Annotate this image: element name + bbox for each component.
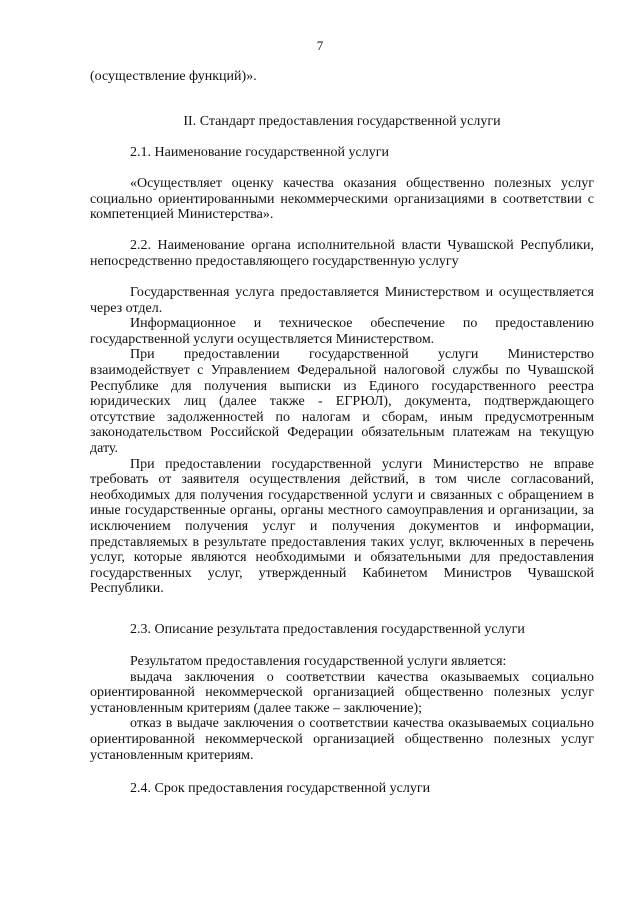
subsection-2-4-block [90,781,594,797]
paragraph-result-issue: выдача заключения о соответствии качества оказываемых социально ориентированной некоммерческой организацией общественно полезных услуг установленным критериям (далее также – заключение); [90,669,594,716]
paragraph-result-intro: Результатом предоставления государственной услуги является: [130,654,507,669]
subsection-2-1-block [90,145,594,161]
page-number: 7 [316,38,324,53]
paragraph-restrictions: При предоставлении государственной услуги Министерство не вправе требовать от заявителя осуществления действий, в том числе согласований, необходимых для получения государственной услуги и связанных с обращением в иные государственные органы, органы местного самоуправления и организации, за исключением получения услуг и получения документов и информации, представляемых в результате предоставления таких услуг, включенных в перечень услуг, которые являются необходимыми и обязательными для предоставления государственных услуг, утвержденный Кабинетом Министров Чувашской Республики. [90,456,594,597]
subsection-2-3-body [90,654,594,763]
paragraph-provider: Государственная услуга предоставляется Министерством и осуществляется через отдел. [90,285,594,316]
paragraph-continuation: (осуществление функций)». [90,69,257,84]
paragraph-interaction: При предоставлении государственной услуги Министерство взаимодействует с Управлением Федеральной налоговой службы по Чувашской Республике для получения выписки из Единого государственного реестра юридических лиц (далее также - ЕГРЮЛ), документа, подтверждающего отсутствие задолженностей по налогам и сборам, иным предусмотренным законодательством Российской Федерации обязательным платежам на текущую дату. [90,347,594,456]
service-name-paragraph: «Осуществляет оценку качества оказания общественно полезных услуг социально ориентированными некоммерческими организациями в соответствии с компетенцией Министерства». [90,176,594,223]
subsection-heading-2-3: 2.3. Описание результата предоставления государственной услуги [130,622,525,637]
subsection-heading-2-2: 2.2. Наименование органа исполнительной власти Чувашской Республики, непосредственно предоставляющего государственную услугу [90,238,594,269]
subsection-2-3-block [90,622,594,638]
text-continuation [90,69,594,85]
subsection-2-2-body [90,285,594,597]
subsection-heading-2-1: 2.1. Наименование государственной услуги [130,145,389,160]
subsection-heading-2-4: 2.4. Срок предоставления государственной услуги [130,781,431,796]
paragraph-result-refusal: отказ в выдаче заключения о соответствии качества оказываемых социально ориентированной некоммерческой организацией общественно полезных услуг установленным критериям. [90,716,594,763]
section-title: II. Стандарт предоставления государственной услуги [183,114,501,129]
section-title-block [90,114,594,130]
paragraph-support: Информационное и техническое обеспечение по предоставлению государственной услуги осуществляется Министерством. [90,316,594,347]
subsection-2-2-block [90,238,594,269]
service-name-block [90,176,594,223]
